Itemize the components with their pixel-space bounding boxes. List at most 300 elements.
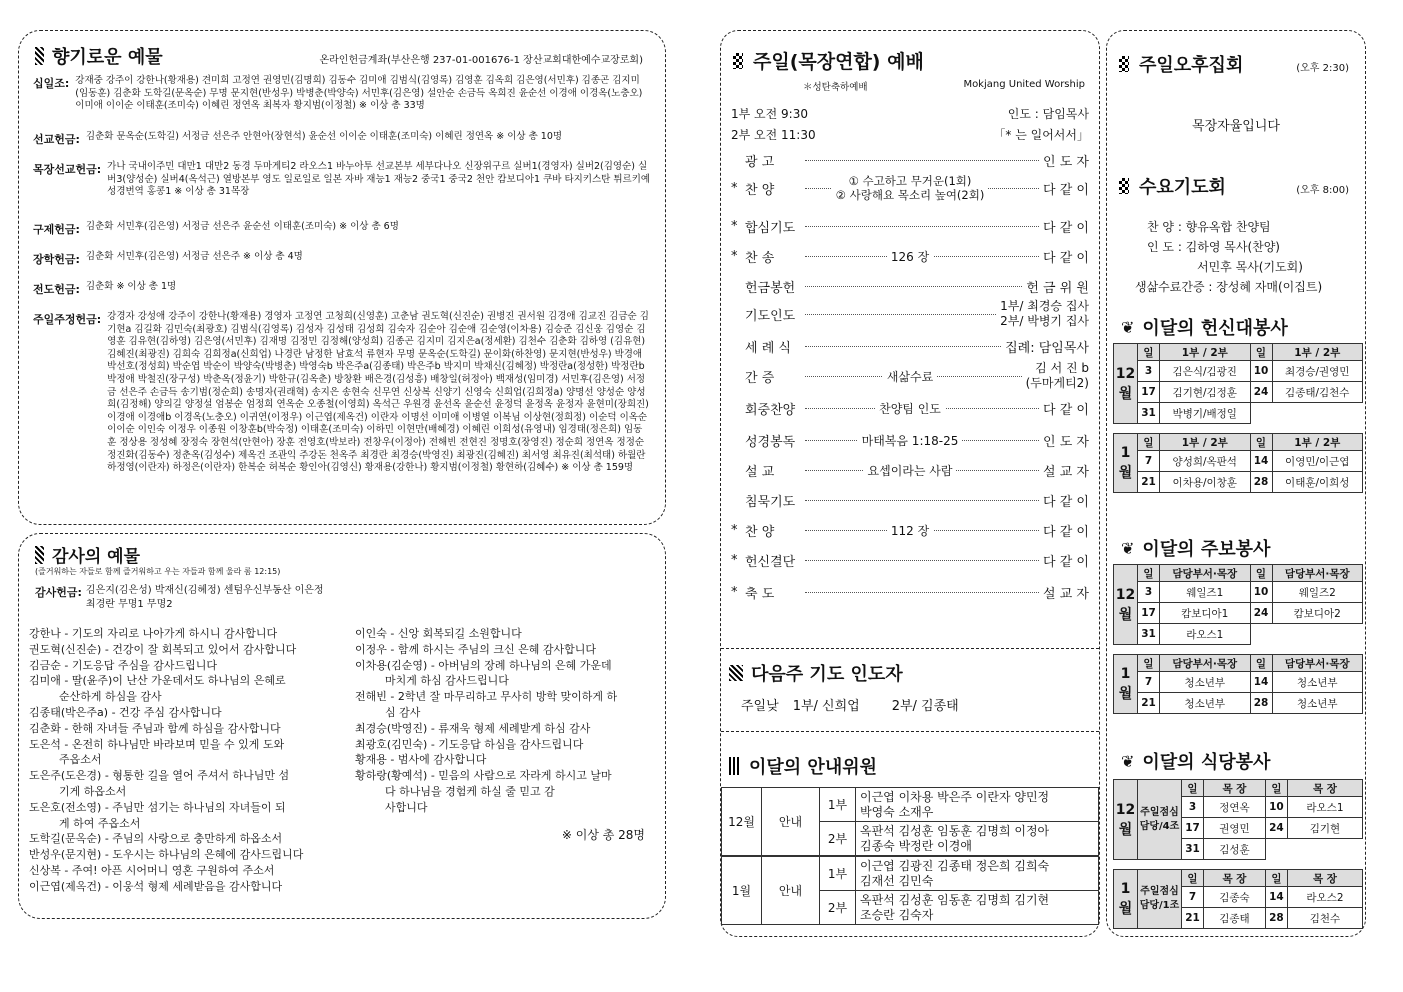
header-cell: 담당부서·목장 (1160, 655, 1251, 672)
month-text: 12 (1115, 586, 1136, 603)
afternoon-time: (오후 2:30) (1296, 63, 1349, 74)
table-spacer (1114, 645, 1363, 655)
order-row (731, 145, 1089, 175)
thanks-line: 도학길(문옥순) - 주님의 사랑으로 충만하게 하옵소서 (29, 832, 283, 846)
order-row (731, 455, 1089, 485)
order-row (731, 577, 1089, 607)
day-cell: 28 (1250, 693, 1272, 714)
name-cell: 김종태 (1204, 908, 1266, 929)
name-cell: 캄보디아2 (1272, 603, 1363, 624)
name-cell: 라오스2 (1287, 887, 1362, 908)
table-row (1114, 582, 1363, 603)
day-cell: 31 (1138, 403, 1160, 424)
name-cell: 라오스1 (1287, 797, 1362, 818)
leaf-icon: ❦ (1121, 317, 1135, 337)
thanks-panel (18, 533, 666, 919)
dotted-leader (805, 314, 996, 315)
next-service1: 1부/ 신희업 (792, 699, 860, 714)
usher-role: 안내 (762, 857, 820, 925)
name-cell: 라오스1 (1160, 624, 1251, 645)
thanks-line: 도은주(도은경) - 형통한 길을 열어 주셔서 하나님만 섬 (29, 769, 290, 783)
order-label: 축 도 (745, 586, 775, 602)
name-cell: 청소년부 (1272, 693, 1363, 714)
dedication-title: 이달의 헌신대봉사 (1142, 318, 1288, 339)
table-header (1114, 434, 1363, 451)
leaf-icon: ❦ (1121, 538, 1135, 558)
day-cell: 14 (1265, 887, 1287, 908)
order-person-line: 설 교 자 (1043, 464, 1089, 480)
order-person-line: 2부/ 박병기 집사 (1000, 314, 1089, 328)
day-cell: 3 (1138, 361, 1160, 382)
order-person (1043, 461, 1089, 480)
bulletin-table (1113, 564, 1363, 714)
usher-service: 1부 (820, 857, 856, 891)
order-person (1043, 399, 1089, 418)
header-cell: 목 장 (1287, 780, 1362, 797)
name-cell: 김성훈 (1204, 839, 1266, 860)
order-person (1043, 179, 1089, 198)
order-person-line: 다 같 이 (1043, 402, 1089, 418)
order-row (731, 361, 1089, 391)
month-text: 월 (1118, 821, 1133, 838)
dotted-leader (805, 160, 1039, 161)
order-content-line: 새삶수료 (883, 368, 937, 385)
thanks-line: 권도혁(신진순) - 건강이 잘 회복되고 있어서 감사합니다 (29, 642, 297, 656)
name-cell: 이영민/이근엽 (1272, 451, 1363, 472)
table-row (1114, 603, 1363, 624)
month-cell (1114, 780, 1138, 860)
order-person (1043, 491, 1089, 510)
worship-leader: 인도 : 담임목사 (1007, 107, 1089, 121)
thanks-line-cont: 심 감사 (385, 705, 421, 719)
thanks-line: 이인숙 - 신앙 회복되길 소원합니다 (355, 627, 522, 640)
afternoon-title: 주일오후집회 (1139, 55, 1244, 76)
duty-label-line: 담당/4조 (1139, 820, 1180, 832)
order-person (1026, 277, 1089, 296)
stand-mark: * (731, 552, 738, 568)
thanks-line-cont: 마치게 하심 감사드립니다 (385, 674, 509, 688)
online-account: 온라인헌금계좌(부산은행 237-01-001676-1 장산교회대한예수교장로회) (319, 55, 643, 66)
offering-row (33, 161, 651, 199)
header-cell: 1부 / 2부 (1160, 434, 1251, 451)
thanks-line-cont: 기게 하옵소서 (59, 784, 127, 798)
duty-label (1138, 870, 1182, 929)
order-row (731, 331, 1089, 361)
day-cell: 17 (1138, 382, 1160, 403)
order-label: 회중찬양 (745, 402, 796, 418)
thanks-line: 이차용(김순영) - 아버님의 장례 하나님의 은혜 가운데 (355, 658, 612, 672)
day-cell (1250, 403, 1272, 424)
offering-label: 주일주정헌금: (33, 313, 102, 326)
offering-row (33, 311, 651, 475)
order-row (731, 485, 1089, 515)
order-person-line: 다 같 이 (1043, 182, 1089, 198)
stand-note: 「* 는 일어서서」 (993, 128, 1089, 142)
order-content (827, 462, 993, 479)
month-text: 1 (1120, 445, 1131, 461)
thanks-list-right (355, 626, 655, 816)
offering-row (33, 281, 651, 297)
day-cell: 24 (1250, 603, 1272, 624)
name-cell: 웨일즈1 (1160, 582, 1251, 603)
header-cell: 일 (1250, 434, 1272, 451)
offering-label: 장학헌금: (33, 253, 80, 266)
usher-names (856, 788, 1099, 822)
wed-praise: 찬 양 : 향유옥합 찬양팀 (1147, 220, 1271, 234)
day-cell: 24 (1250, 382, 1272, 403)
day-cell: 14 (1250, 451, 1272, 472)
order-row (731, 515, 1089, 545)
thanks-line: 김춘화 - 한해 자녀들 주님과 함께 하심을 감사합니다 (29, 721, 281, 735)
thanks-line: 김미애 - 딸(윤주)이 난산 가운데서도 하나님의 은혜로 (29, 674, 286, 688)
service1-time: 1부 오전 9:30 (731, 107, 808, 121)
order-row (731, 211, 1089, 241)
duty-label (1138, 780, 1182, 860)
order-person-line: 다 같 이 (1043, 524, 1089, 540)
offering-names: 김춘화 ※ 이상 총 1명 (85, 281, 177, 292)
order-person-line: 다 같 이 (1043, 250, 1089, 266)
day-cell: 10 (1265, 797, 1287, 818)
usher-service: 2부 (820, 891, 856, 925)
table-spacer (1114, 860, 1363, 870)
name-cell: 김기현/김정훈 (1160, 382, 1251, 403)
offering-names: 강경자 강성애 강주이 강한나(황재용) 경영자 고정연 고청희(신영훈) 고춘남 권도혁(신진순) 권병진 권서원 김경애 김교진 김금순 김기현a 김길화 김민숙(최광호) 김범식(김영록) 김성자 김성태 김성희 김숙자 김순아 김순애 김순영(이차용) 김승준 김신웅 김영순 김영훈 김유현(김하영) 김은영(서민후) 김재명 김정민 김정해(양성희) 김종곤 김지미 김지은a(정세환) 김천수 김춘화 김하영 (김유현) 김혜진(최광진) 김희숙 김희정a(신희업) 나경란 남정한 남효석 류현자 무명 문옥순(도학길) 문이화(하찬영) 문지현(반성우) 박경애 박선호(정성희) 박순엽 박순이 박양숙(박병춘) 박영숙b 박은주a(김종태) 박은주b 박지미 박채신(김혜정) 박정란a(정성한) 박정란b 박정애 박철진(장구성) 박춘옥(정윤기) 박한규(김옥춘) 방창환 배은경(김성흥) 배창일(허정아) 백재성(임미경) 서민후(김은영) 서정금 선은주 손금득 송기범(정순희) 송명자(권래혁) 송지은 송현숙 신무연 신상복 신양기 신영숙 신희업(김희정a) 양명선 양성순 양성희(김정해) 양의길 양정설 엄봉순 엄정희 연옥순 오종철(이영희) 옥석근 우원경 윤선옥 윤순선 윤정덕 윤정옥 윤정자 윤현미(장희진) 이경애 이경애b 이경옥(노충오) 이귀연(이정우) 이근엽(제옥건) 이란자 이명선 이미애 이병열 이복님 이상현(정희정) 이순덕 이옥순 이이순 이인숙 이정우 이종원 이창훈b(박숙정) 이태훈(조미숙) 이하민 이현만(배혜경) 이혜린 이희성(유영내) 임경태(정은희) 임동훈 정상용 정성혜 장정숙 장현석(안현아) 장훈 전영호(박보라) 전창우(이정아) 전해빈 전현진 정명호(장영진) 정순희 정연옥 정정순 정진화(김동수) 정춘옥(김성수) 제옥건 조관익 주강돈 천옥주 최경란 최경승(박영진) 최광진(김혜진) 최서영 최유진(최석태) 하월란 하정영(이란자) 하정은(이란자) 한복순 허복순 황인아(김영신) 황재용(강한나) 황지범(이정철) 황현하(김혜수) ※ 이상 총 159명 (107, 311, 649, 474)
usher-names-line: 조승란 김숙자 (860, 907, 934, 922)
thanks-line: 이근엽(제옥건) - 이웅석 형제 세례받음을 감사합니다 (29, 879, 283, 893)
stand-mark: * (731, 180, 738, 196)
order-content-line: 요셉이라는 사람 (864, 462, 957, 479)
table-row (1114, 361, 1363, 382)
table-row (1114, 693, 1363, 714)
month-text: 월 (1118, 385, 1133, 402)
order-content (827, 522, 993, 539)
bulletin-title: 이달의 주보봉사 (1142, 539, 1271, 560)
day-cell: 3 (1182, 797, 1204, 818)
header-cell: 목 장 (1204, 870, 1266, 887)
header-cell: 일 (1250, 655, 1272, 672)
order-label: 세 례 식 (745, 340, 791, 356)
offering-row (33, 131, 651, 147)
next-prayer-title: 다음주 기도 인도자 (751, 664, 903, 685)
day-cell: 3 (1138, 582, 1160, 603)
usher-title: 이달의 안내위원 (749, 757, 877, 778)
order-content-line: 찬양팀 인도 (875, 400, 945, 417)
name-cell: 양성희/옥판석 (1160, 451, 1251, 472)
order-row (731, 271, 1089, 301)
thanks-line: 신상복 - 주여! 아픈 시어머니 영혼 구원하여 주소서 (29, 863, 275, 877)
table-spacer (1114, 424, 1363, 434)
thanks-line: 전해빈 - 2학년 잘 마무리하고 무사히 방학 맞이하게 하 (355, 690, 618, 704)
duty-label-line: 주일점심 (1140, 886, 1179, 897)
hatch-square-icon (729, 665, 743, 681)
order-content-line: ① 수고하고 무거운(1회) (845, 174, 976, 188)
name-cell: 김기현 (1287, 818, 1362, 839)
order-label: 광 고 (745, 154, 775, 170)
dotted-leader (805, 560, 1039, 561)
order-person-line: 1부/ 최경승 집사 (1000, 299, 1089, 313)
stand-mark: * (731, 248, 738, 264)
thanks-offer-names: 김은지(김은성) 박재신(김혜정) 센텀우신부동산 이은정 최경란 무명1 무명2 (85, 585, 324, 610)
name-cell: 최경승/권영민 (1272, 361, 1363, 382)
order-row (731, 241, 1089, 271)
month-cell (1114, 565, 1138, 645)
thanks-list-left (29, 626, 349, 895)
order-label: 찬 양 (745, 524, 775, 540)
table-header (1114, 655, 1363, 672)
order-person-line: 인 도 자 (1043, 154, 1089, 170)
month-cell (1114, 434, 1138, 493)
hatch-bar-icon (35, 546, 44, 564)
table-header (1114, 780, 1363, 797)
usher-names-line: 이근엽 이차용 박은주 이란자 양민정 (860, 789, 1050, 804)
thanks-line: 황재용 - 범사에 감사합니다 (355, 753, 487, 767)
month-cell (1114, 655, 1138, 714)
header-cell: 일 (1138, 434, 1160, 451)
order-person (1026, 361, 1089, 391)
day-cell: 28 (1265, 908, 1287, 929)
day-cell: 7 (1138, 451, 1160, 472)
order-person (1005, 337, 1089, 356)
order-content-line: 112 장 (887, 522, 933, 539)
order-person-line: 헌 금 위 원 (1026, 280, 1089, 296)
name-cell: 김은식/김광진 (1160, 361, 1251, 382)
table-row (1114, 624, 1363, 645)
thanks-line: 황하랑(황예석) - 믿음의 사람으로 자라게 하시고 날마 (355, 769, 612, 783)
day-cell: 28 (1250, 472, 1272, 493)
day-cell: 7 (1138, 672, 1160, 693)
thanks-total: ※ 이상 총 28명 (561, 828, 645, 842)
right-panel (1106, 30, 1366, 937)
order-person (1043, 217, 1089, 236)
thanks-line: 김금순 - 기도응답 주심을 감사드립니다 (29, 658, 217, 672)
dotted-leader (805, 592, 1039, 593)
table-header (1114, 565, 1363, 582)
thanks-line-cont: 주옵소서 (59, 753, 102, 767)
header-cell: 일 (1265, 870, 1287, 887)
day-cell: 31 (1138, 624, 1160, 645)
day-cell: 21 (1138, 693, 1160, 714)
name-cell: 청소년부 (1160, 693, 1251, 714)
name-cell: 김천수 (1287, 908, 1362, 929)
offering-row (33, 75, 651, 113)
order-person-line: 다 같 이 (1043, 494, 1089, 510)
usher-names-line: 박영숙 소재우 (860, 804, 934, 819)
order-content (827, 368, 993, 385)
day-cell (1265, 839, 1287, 860)
order-content (827, 174, 993, 202)
order-row (731, 173, 1089, 203)
header-cell: 담당부서·목장 (1160, 565, 1251, 582)
offering-label: 전도헌금: (33, 283, 80, 296)
order-person (1000, 299, 1089, 329)
header-cell: 일 (1182, 870, 1204, 887)
day-cell: 17 (1138, 603, 1160, 624)
order-row (731, 545, 1089, 575)
name-cell: 웨일즈2 (1272, 582, 1363, 603)
name-cell (1272, 624, 1363, 645)
thanks-verse: (즐거워하는 자들로 함께 즐거워하고 우는 자들과 함께 울라 롬 12:15) (35, 567, 281, 576)
order-label: 설 교 (745, 464, 775, 480)
thanks-line-cont: 게 하여 주옵소서 (59, 816, 141, 830)
checker-icon (1119, 56, 1129, 72)
name-cell: 이차용/이창훈 (1160, 472, 1251, 493)
order-row (731, 299, 1089, 329)
order-label: 합심기도 (745, 220, 796, 236)
usher-row (722, 788, 1099, 822)
name-cell: 김종태/김천수 (1272, 382, 1363, 403)
offering-panel (18, 30, 666, 525)
name-cell: 이태훈/이희성 (1272, 472, 1363, 493)
usher-names-line: 옥판석 김성훈 임동훈 김명희 이정아 (860, 823, 1050, 838)
name-cell: 캄보디아1 (1160, 603, 1251, 624)
usher-names (856, 857, 1099, 891)
order-row (731, 393, 1089, 423)
thanks-title: 감사의 예물 (52, 547, 141, 567)
thanks-line: 도은호(전소영) - 주님만 섬기는 하나님의 자녀들이 되 (29, 800, 286, 814)
table-row (1114, 403, 1363, 424)
month-text: 월 (1118, 465, 1133, 481)
month-text: 12 (1115, 365, 1136, 382)
order-label: 간 증 (745, 370, 775, 386)
usher-names-line: 이근엽 김광진 김종태 정은희 김희숙 (860, 858, 1050, 873)
header-cell: 목 장 (1287, 870, 1362, 887)
stand-mark: * (731, 218, 738, 234)
name-cell (1287, 839, 1362, 860)
stand-mark: * (731, 522, 738, 538)
order-person (1043, 247, 1089, 266)
month-text: 월 (1118, 686, 1133, 702)
month-cell (1114, 344, 1138, 424)
header-cell: 담당부서·목장 (1272, 565, 1363, 582)
table-row (1114, 472, 1363, 493)
wednesday-time: (오후 8:00) (1296, 185, 1349, 196)
order-content (827, 248, 993, 265)
order-label: 헌금봉헌 (745, 280, 796, 296)
order-label: 기도인도 (745, 308, 796, 324)
dining-title: 이달의 식당봉사 (1142, 752, 1271, 773)
usher-names (856, 822, 1099, 856)
checker-icon (733, 53, 743, 69)
header-cell: 목 장 (1204, 780, 1266, 797)
duty-label-line: 담당/1조 (1139, 900, 1180, 911)
thanks-line: 도은석 - 온전히 하나님만 바라보며 믿을 수 있게 도와 (29, 737, 285, 751)
order-row (731, 425, 1089, 455)
order-content (827, 400, 993, 417)
usher-month: 12월 (722, 788, 762, 856)
order-label: 찬 송 (745, 250, 775, 266)
order-person (1043, 521, 1089, 540)
offering-label: 십일조: (33, 77, 70, 90)
name-cell: 청소년부 (1160, 672, 1251, 693)
order-person-line: 다 같 이 (1043, 220, 1089, 236)
day-cell: 21 (1138, 472, 1160, 493)
header-cell: 일 (1138, 565, 1160, 582)
service2-time: 2부 오전 11:30 (731, 128, 816, 142)
day-cell: 17 (1182, 818, 1204, 839)
next-service2: 2부/ 김종태 (891, 699, 959, 714)
dotted-leader (805, 500, 1039, 501)
header-cell: 일 (1182, 780, 1204, 797)
order-person (1043, 551, 1089, 570)
stand-mark: * (731, 584, 738, 600)
dotted-leader (805, 346, 1001, 347)
name-cell: 김종숙 (1204, 887, 1266, 908)
header-cell: 일 (1138, 344, 1160, 361)
hatch-bar-icon (35, 47, 44, 65)
wednesday-title: 수요기도회 (1139, 177, 1226, 198)
thanks-offer-label: 감사헌금: (35, 586, 82, 599)
worship-title: 주일(목장연합) 예배 (753, 51, 924, 73)
day-cell: 7 (1182, 887, 1204, 908)
offering-row (33, 221, 651, 237)
table-row (1114, 672, 1363, 693)
order-person-line: 설 교 자 (1043, 586, 1089, 602)
offering-label: 구제헌금: (33, 223, 80, 236)
next-label: 주일낮 (741, 699, 779, 714)
day-cell: 10 (1250, 361, 1272, 382)
order-label: 침묵기도 (745, 494, 796, 510)
leaf-icon: ❦ (1121, 751, 1135, 771)
month-text: 12 (1115, 801, 1136, 818)
order-person-line: (두마게티2) (1025, 376, 1089, 390)
name-cell (1272, 403, 1363, 424)
order-person (1043, 583, 1089, 602)
header-cell: 담당부서·목장 (1272, 655, 1363, 672)
header-cell: 1부 / 2부 (1272, 434, 1363, 451)
wed-leader2: 서민후 목사(기도회) (1197, 260, 1303, 274)
order-person (1043, 431, 1089, 450)
day-cell: 14 (1250, 672, 1272, 693)
offering-names: 김춘화 서민후(김은영) 서정금 선은주 윤순선 이태훈(조미숙) ※ 이상 총 6명 (85, 221, 399, 232)
thanks-line-cont: 다 하나님을 경험케 하실 줄 믿고 감 (385, 784, 555, 798)
usher-service: 2부 (820, 822, 856, 856)
header-cell: 일 (1265, 780, 1287, 797)
order-content-line: 마태복음 1:18-25 (858, 432, 963, 449)
usher-names-line: 김종숙 박정란 이경애 (860, 838, 972, 853)
usher-names-line: 옥판석 김성훈 임동훈 김명희 김기현 (860, 892, 1050, 907)
header-cell: 1부 / 2부 (1160, 344, 1251, 361)
dotted-leader (805, 226, 1039, 227)
order-label: 헌신결단 (745, 554, 796, 570)
usher-row (722, 857, 1099, 891)
month-text: 월 (1118, 901, 1133, 917)
duty-label-line: 주일점심 (1140, 806, 1179, 818)
worship-subtitle: ＊성탄축하예배 (803, 82, 868, 93)
usher-month: 1월 (722, 857, 762, 925)
day-cell: 31 (1182, 839, 1204, 860)
usher-names-line: 김재선 김민숙 (860, 873, 934, 888)
order-person-line: 인 도 자 (1043, 434, 1089, 450)
name-cell: 권영민 (1204, 818, 1266, 839)
worship-english: Mokjang United Worship (963, 79, 1085, 90)
thanks-line-cont: 순산하게 하심을 감사 (59, 690, 162, 704)
month-cell (1114, 870, 1138, 929)
order-content-line: 126 장 (887, 248, 933, 265)
order-person-line: 다 같 이 (1043, 554, 1089, 570)
dotted-leader (805, 286, 1022, 287)
usher-table (721, 787, 1099, 925)
offering-label: 목장선교헌금: (33, 163, 102, 176)
order-person (1043, 151, 1089, 170)
dining-table (1113, 779, 1363, 929)
thanks-line: 김종태(박은주a) - 건강 주심 감사합니다 (29, 705, 222, 719)
worship-panel (720, 30, 1100, 937)
stripe-icon (729, 757, 741, 775)
table-header (1114, 344, 1363, 361)
name-cell: 박병기/배정일 (1160, 403, 1251, 424)
header-cell: 1부 / 2부 (1272, 344, 1363, 361)
order-label: 성경봉독 (745, 434, 796, 450)
